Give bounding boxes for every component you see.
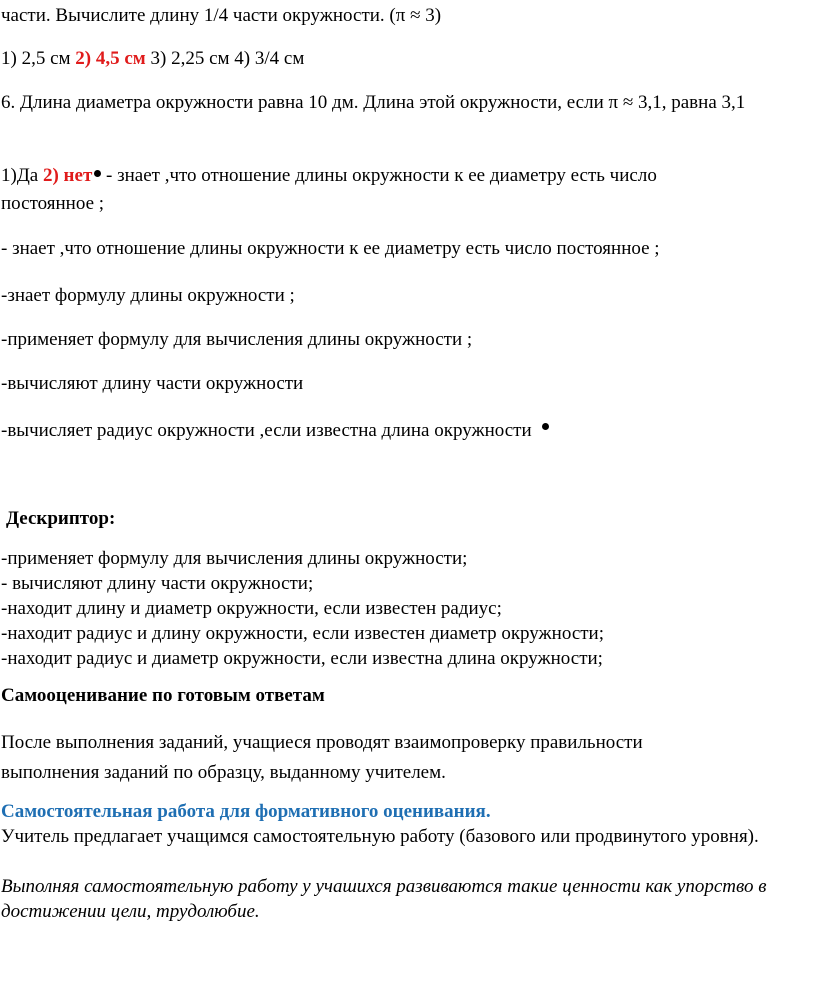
criterion-5-text: -вычисляет радиус окружности ,если известна длина окружности <box>1 420 532 441</box>
option-2-correct: 2) 4,5 см <box>75 48 146 69</box>
descriptor-item: -находит радиус и длину окружности, если известен диаметр окружности; <box>1 623 605 644</box>
question-6: 6. Длина диаметра окружности равна 10 дм. Длина этой окружности, если π ≈ 3,1, равна 3,1 <box>1 92 746 113</box>
criterion-2: -знает формулу длины окружности ; <box>1 285 295 306</box>
independent-work-text: Учитель предлагает учащимся самостоятельную работу (базового или продвинутого уровня). <box>1 826 759 847</box>
criterion-5 <box>1 417 549 445</box>
descriptor-item: - вычисляют длину части окружности; <box>1 573 314 594</box>
descriptor-list <box>1 546 604 671</box>
bullet-icon <box>542 423 549 430</box>
self-assessment-title: Самооценивание по готовым ответам <box>1 685 325 706</box>
descriptor-item: -применяет формулу для вычисления длины окружности; <box>1 548 468 569</box>
values-text: Выполняя самостоятельную работу у учашихся развиваются такие ценности как упорство в достижении цели, трудолюбие. <box>1 876 767 922</box>
option-yes: 1)Да <box>1 165 43 186</box>
option-3-4: 3) 2,25 см 4) 3/4 см <box>145 48 305 69</box>
answer-options-a <box>1 45 304 73</box>
descriptor-item: -находит радиус и диаметр окружности, если известна длина окружности; <box>1 648 603 669</box>
independent-work-title: Самостоятельная работа для формативного оценивания. <box>1 801 491 822</box>
criterion-3: -применяет формулу для вычисления длины окружности ; <box>1 329 473 350</box>
self-assessment-text: После выполнения заданий, учащиеся проводят взаимопроверку правильности выполнения заданий по образцу, выданному учителем. <box>1 732 643 783</box>
criterion-4: -вычисляют длину части окружности <box>1 373 304 394</box>
option-no-correct: 2) нет <box>42 165 93 186</box>
option-1: 1) 2,5 см <box>1 48 76 69</box>
task-intro-line: части. Вычислите длину 1/4 части окружности. (π ≈ 3) <box>1 5 442 26</box>
answer-options-b <box>1 162 741 218</box>
descriptor-item: -находит длину и диаметр окружности, если известен радиус; <box>1 598 502 619</box>
criterion-inline: - знает ,что отношение длины окружности к ее диаметру есть число постоянное ; <box>1 165 657 214</box>
criterion-1: - знает ,что отношение длины окружности к ее диаметру есть число постоянное ; <box>1 238 660 259</box>
descriptor-title: Дескриптор: <box>6 508 116 529</box>
